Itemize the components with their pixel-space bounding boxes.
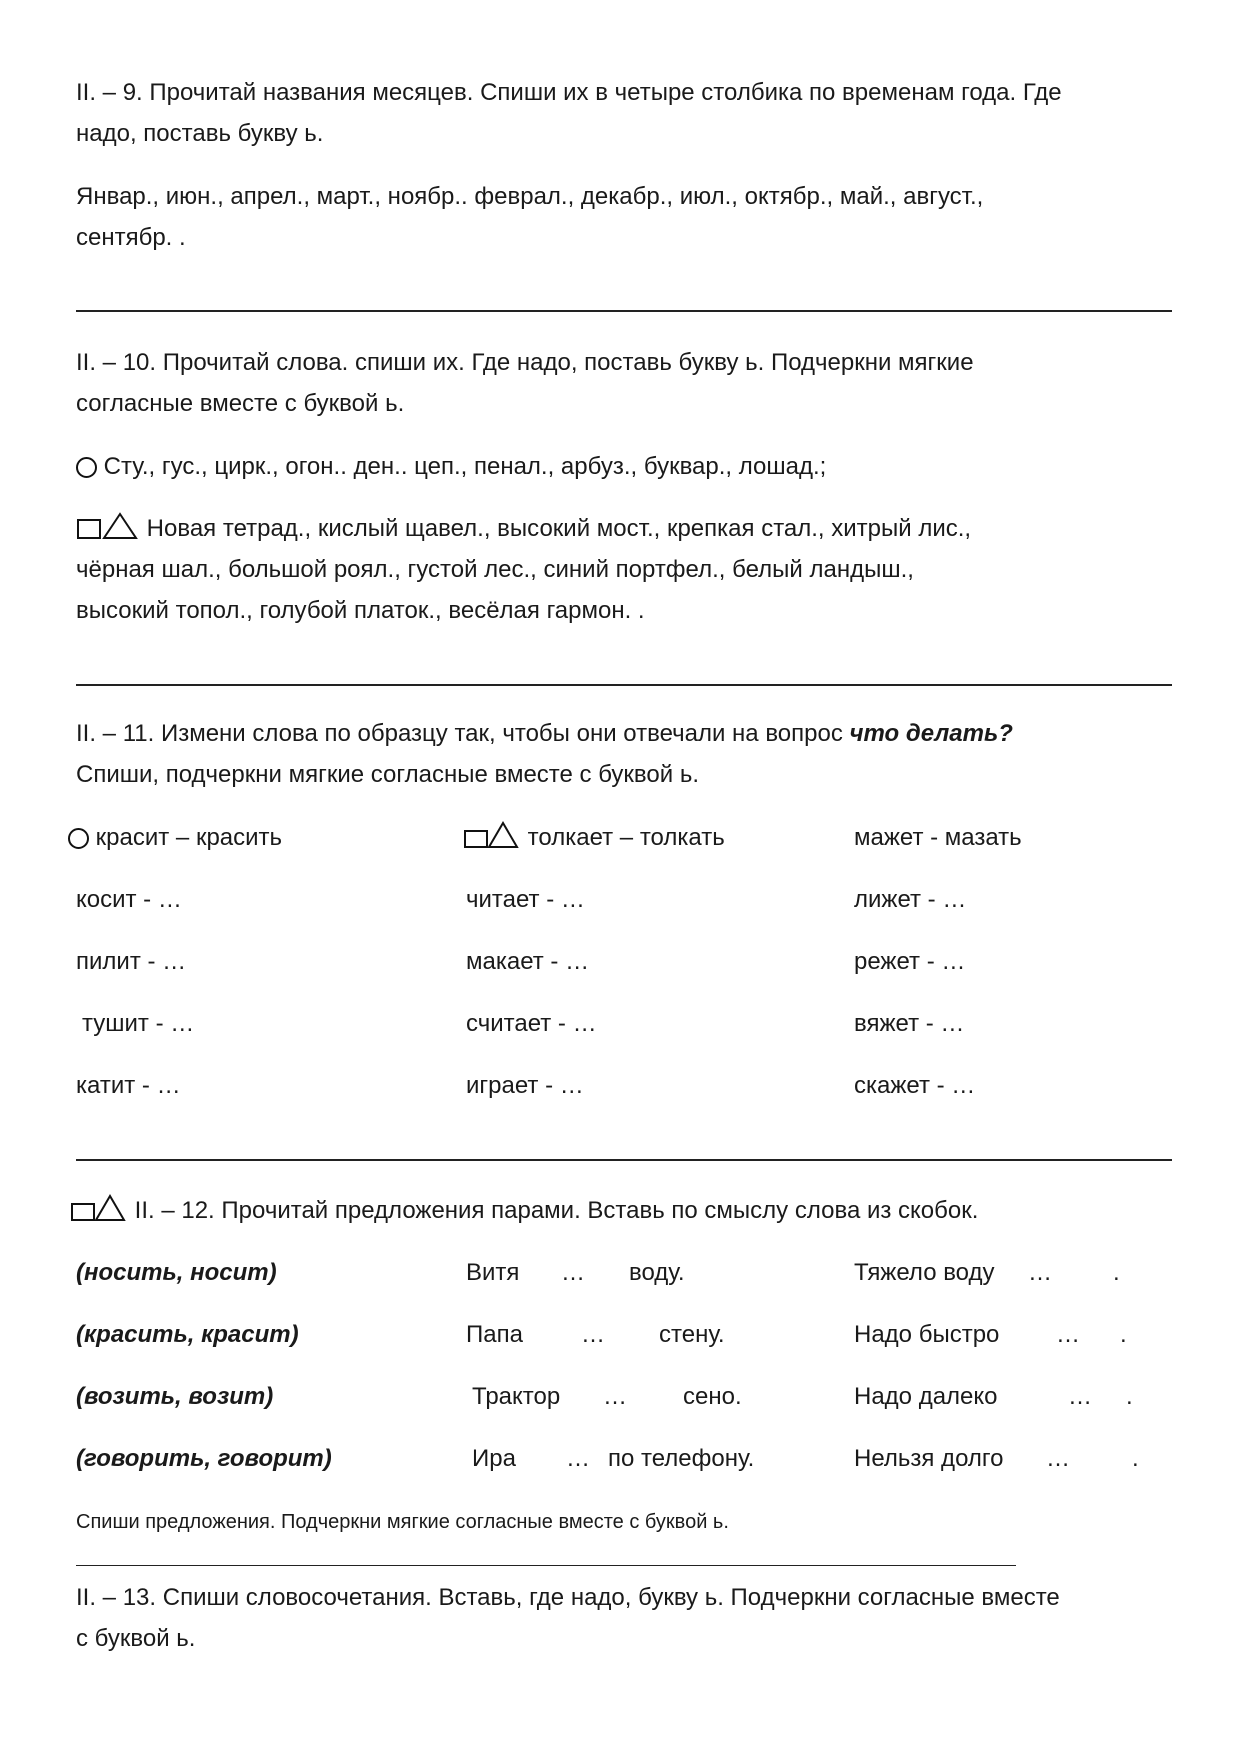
word-pair: мажет - мазать bbox=[854, 824, 1022, 851]
word-options: (красить, красит) bbox=[76, 1321, 299, 1348]
ex9-words-line2: сентябр. . bbox=[76, 224, 186, 251]
ex11-example-col2 bbox=[463, 817, 725, 858]
blank: … bbox=[566, 1445, 590, 1472]
sentence-word: по телефону. bbox=[608, 1445, 755, 1472]
ex11-number: II. – 11. bbox=[76, 720, 155, 747]
word-item: косит - … bbox=[76, 886, 182, 913]
worksheet-page bbox=[76, 0, 1176, 1754]
square-triangle-icon bbox=[70, 1194, 128, 1222]
sentence-word: стену. bbox=[659, 1321, 725, 1348]
blank: … bbox=[1068, 1383, 1092, 1410]
divider bbox=[76, 310, 1172, 312]
sentence-word: воду. bbox=[629, 1259, 685, 1286]
square-triangle-icon bbox=[463, 821, 521, 849]
word-item: вяжет - … bbox=[854, 1010, 965, 1037]
ex9-words-line1: Январ., июн., апрел., март., ноябр.. феврал., декабр., июл., октябр., май., август., bbox=[76, 183, 984, 210]
ex12-instruction-line bbox=[70, 1190, 978, 1231]
word-item: читает - … bbox=[466, 886, 585, 913]
ex12-number: II. – 12. bbox=[134, 1197, 215, 1224]
word-item: считает - … bbox=[466, 1010, 597, 1037]
sentence-word: сено. bbox=[683, 1383, 742, 1410]
period: . bbox=[1113, 1259, 1120, 1286]
ex10-circle-words: Сту., гус., цирк., огон.. ден.. цеп., пенал., арбуз., буквар., лошад.; bbox=[103, 453, 827, 480]
word-options: (говорить, говорит) bbox=[76, 1445, 332, 1472]
ex11-question: что делать? bbox=[849, 720, 1013, 747]
circle-icon bbox=[68, 828, 89, 849]
ex10-instruction-line2: согласные вместе с буквой ь. bbox=[76, 390, 405, 417]
word-item: катит - … bbox=[76, 1072, 181, 1099]
divider bbox=[76, 684, 1172, 686]
ex13-instruction: Спиши словосочетания. Вставь, где надо, букву ь. Подчеркни согласные вместе bbox=[162, 1584, 1060, 1611]
square-triangle-icon bbox=[76, 512, 140, 540]
word-item: лижет - … bbox=[854, 886, 967, 913]
ex10-square-row3: высокий топол., голубой платок., весёлая гармон. . bbox=[76, 597, 645, 624]
word-item: пилит - … bbox=[76, 948, 187, 975]
ex12-footer: Спиши предложения. Подчеркни мягкие согласные вместе с буквой ь. bbox=[76, 1511, 729, 1533]
sentence-word: Трактор bbox=[472, 1383, 561, 1410]
ex10-instruction: Прочитай слова. спиши их. Где надо, поставь букву ь. Подчеркни мягкие bbox=[162, 349, 974, 376]
ex10-square-row1 bbox=[76, 508, 971, 549]
ex11-instruction-line1 bbox=[76, 713, 1013, 754]
ex12-instruction: Прочитай предложения парами. Вставь по смыслу слова из скобок. bbox=[221, 1197, 979, 1224]
blank: … bbox=[1056, 1321, 1080, 1348]
word-item: режет - … bbox=[854, 948, 966, 975]
divider bbox=[76, 1159, 1172, 1161]
divider bbox=[76, 1565, 1016, 1566]
blank: … bbox=[581, 1321, 605, 1348]
word-item: играет - … bbox=[466, 1072, 584, 1099]
ex9-instruction-line1 bbox=[76, 72, 1062, 113]
period: . bbox=[1120, 1321, 1127, 1348]
sentence-word: Тяжело воду bbox=[854, 1259, 995, 1286]
ex9-number: II. – 9. bbox=[76, 79, 143, 106]
ex9-instruction: Прочитай названия месяцев. Спиши их в четыре столбика по временам года. Где bbox=[149, 79, 1062, 106]
blank: … bbox=[603, 1383, 627, 1410]
word-options: (возить, возит) bbox=[76, 1383, 274, 1410]
ex11-instruction: Измени слова по образцу так, чтобы они отвечали на вопрос bbox=[160, 720, 843, 747]
sentence-word: Надо далеко bbox=[854, 1383, 998, 1410]
word-options: (носить, носит) bbox=[76, 1259, 277, 1286]
blank: … bbox=[1046, 1445, 1070, 1472]
sentence-word: Папа bbox=[466, 1321, 523, 1348]
blank: … bbox=[1028, 1259, 1052, 1286]
blank: … bbox=[561, 1259, 585, 1286]
ex11-instruction-line2: Спиши, подчеркни мягкие согласные вместе с буквой ь. bbox=[76, 761, 699, 788]
word-pair: толкает – толкать bbox=[527, 824, 725, 851]
period: . bbox=[1132, 1445, 1139, 1472]
ex9-instruction-line2: надо, поставь букву ь. bbox=[76, 120, 324, 147]
sentence-word: Нельзя долго bbox=[854, 1445, 1004, 1472]
sentence-word: Надо быстро bbox=[854, 1321, 1000, 1348]
ex13-number: II. – 13. bbox=[76, 1584, 157, 1611]
period: . bbox=[1126, 1383, 1133, 1410]
word-pair: красит – красить bbox=[95, 824, 283, 851]
ex10-circle-row bbox=[76, 446, 826, 487]
word-item: макает - … bbox=[466, 948, 590, 975]
ex10-instruction-line1 bbox=[76, 342, 974, 383]
word-item: тушит - … bbox=[82, 1010, 195, 1037]
ex13-instruction-line1 bbox=[76, 1577, 1060, 1618]
ex10-square-words: Новая тетрад., кислый щавел., высокий мост., крепкая стал., хитрый лис., bbox=[146, 515, 972, 542]
ex13-instruction-line2: с буквой ь. bbox=[76, 1625, 196, 1652]
ex10-square-row2: чёрная шал., большой роял., густой лес., синий портфел., белый ландыш., bbox=[76, 556, 914, 583]
sentence-word: Витя bbox=[466, 1259, 520, 1286]
ex11-example-col1 bbox=[68, 817, 282, 858]
ex10-number: II. – 10. bbox=[76, 349, 157, 376]
sentence-word: Ира bbox=[472, 1445, 516, 1472]
circle-icon bbox=[76, 457, 97, 478]
word-item: скажет - … bbox=[854, 1072, 976, 1099]
